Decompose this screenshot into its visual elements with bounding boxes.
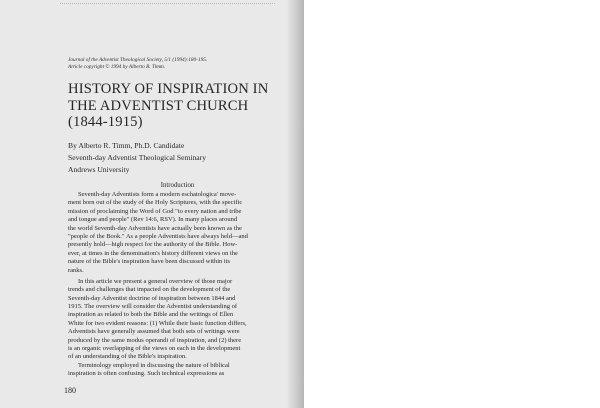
copyright-line: Article copyright © 1994 by Alberto R. Timm.: [68, 64, 166, 70]
body-line: and tongue and people" (Rev 14:6, RSV). In many places around: [68, 216, 238, 224]
title-line: (1844-1915): [68, 114, 143, 130]
author-affiliation: Seventh-day Adventist Theological Seminary: [68, 153, 206, 162]
title-line: THE ADVENTIST CHURCH: [68, 97, 249, 114]
body-line: inspiration as related to both the Bible and the writings of Ellen: [68, 311, 234, 319]
author-university: Andrews University: [68, 165, 130, 174]
body-line: produced by the same modus operandi of inspiration, and (2) there: [68, 336, 242, 344]
body-line: 1915. The overview will consider the Adventist understanding of: [68, 303, 238, 311]
body-line: Seventh-day Adventist doctrine of inspiration between 1844 and: [68, 294, 236, 302]
spine-shadow: [286, 0, 304, 408]
journal-citation: [68, 57, 207, 71]
body-line: ever, at times in the denomination's history different views on the: [68, 249, 238, 257]
body-line: nature of the Bible's inspiration have been discussed within its: [68, 258, 231, 266]
author-name: By Alberto R. Timm, Ph.D. Candidate: [68, 141, 185, 150]
body-line: ranks.: [68, 266, 84, 274]
section-heading: Introduction: [160, 182, 195, 189]
article-title: [68, 81, 268, 131]
body-line: the world Seventh-day Adventists have actually been known as the: [68, 224, 242, 232]
body-line: mission of proclaiming the Word of God "to every nation and tribe: [68, 207, 242, 215]
body-line: White for two evident reasons: (1) While their basic function differs,: [68, 319, 247, 327]
body-line: "people of the Book." As a people Adventists have always held—and: [68, 232, 248, 240]
body-line: Terminology employed in discussing the nature of biblical: [78, 361, 230, 369]
body-line: of an understanding of the Bible's inspiration.: [68, 353, 187, 361]
journal-citation-line: Journal of the Adventist Theological Society, 5/1 (1994):180-195.: [68, 57, 208, 63]
page-number: 180: [64, 386, 76, 395]
title-line: HISTORY OF INSPIRATION IN: [68, 81, 269, 97]
body-line: presently hold—high respect for the authority of the Bible. How-: [68, 241, 238, 249]
body-line: inspiration is often confusing. Such technical expressions as: [68, 370, 225, 378]
author-block: [68, 140, 206, 176]
bleed-through-line: [60, 3, 275, 5]
body-line: Seventh-day Adventists form a modern eschatologica' move-: [78, 191, 237, 198]
article-body: [68, 191, 287, 379]
body-line: In this article we present a general overview of those major: [78, 277, 233, 285]
body-line: ment born out of the study of the Holy Scriptures, with the specific: [68, 199, 243, 207]
body-line: is an organic overlapping of the views on each in the development: [68, 345, 241, 353]
body-line: Adventists have generally assumed that both sets of writings were: [68, 328, 240, 336]
blank-area: [304, 0, 600, 408]
body-line: trends and challenges that impacted on the development of the: [68, 286, 231, 294]
